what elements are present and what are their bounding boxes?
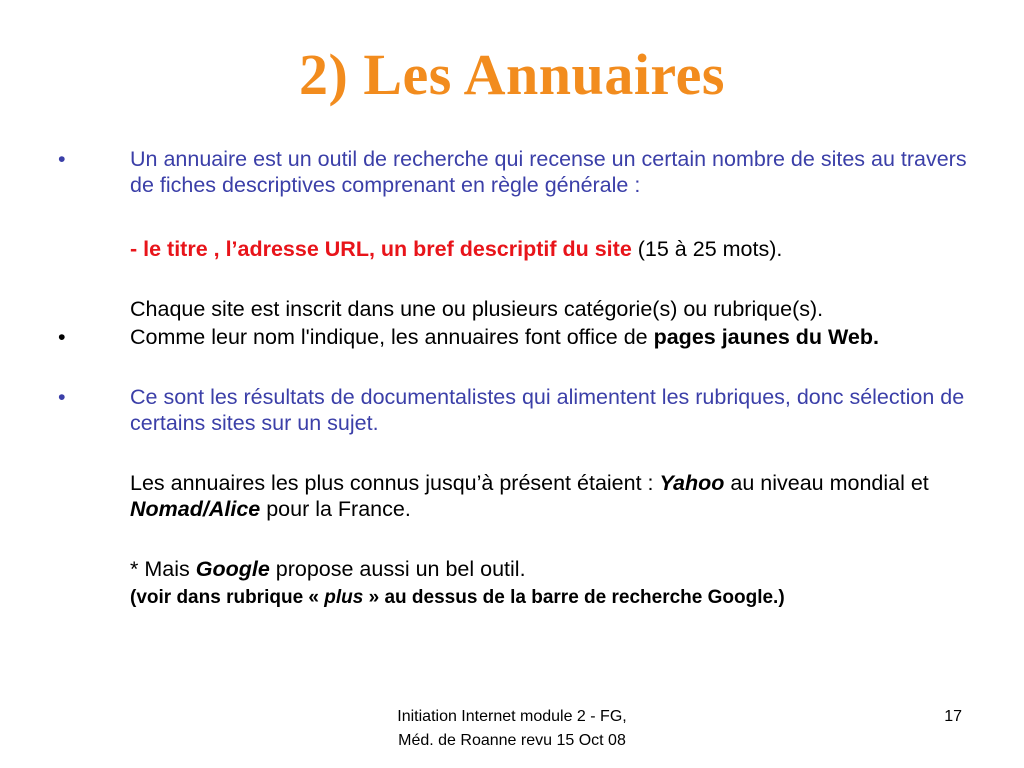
bullet-marker: • [58,385,66,409]
footer-line-2: Méd. de Roanne revu 15 Oct 08 [398,732,626,749]
known-line [58,470,968,522]
nomad-text: Nomad/Alice [130,497,261,521]
google-text: Google [195,557,270,581]
fields-red-text: - le titre , l’adresse URL, un bref descriptif du site [130,237,632,261]
footer-line-1: Initiation Internet module 2 - FG, [397,708,627,725]
yahoo-text: Yahoo [659,471,725,495]
google-part2: propose aussi un bel outil. [269,557,526,581]
note-part2: » au dessus de la barre de recherche Google.) [363,587,785,608]
bullet-2 [58,324,968,350]
known-part2: au niveau mondial et [724,471,929,495]
bullet-marker: • [58,325,66,349]
note-line [58,586,968,610]
bullet-2-text: Comme leur nom l'indique, les annuaires font office de [130,325,654,349]
known-part1: Les annuaires les plus connus jusqu’à présent étaient : [130,471,660,495]
bullet-2-bold: pages jaunes du Web. [653,325,879,349]
bullet-1 [58,146,968,198]
slide-title: 2) Les Annuaires [299,42,725,107]
fields-rest-text: (15 à 25 mots). [631,237,783,261]
bullet-3 [58,384,968,436]
google-part1: * Mais [130,557,196,581]
note-plus: plus [324,587,364,608]
page-number: 17 [944,708,962,725]
bullet-marker: • [58,147,66,171]
note-part1: (voir dans rubrique « [130,587,325,608]
slide-body [58,146,968,610]
known-part3: pour la France. [260,497,411,521]
bullet-3-text: Ce sont les résultats de documentalistes qui alimentent les rubriques, donc sélection de certains sites sur un sujet. [130,385,965,435]
fields-line [58,236,968,262]
slide-footer [300,705,724,753]
google-line [58,556,968,582]
bullet-1-text: Un annuaire est un outil de recherche qui recense un certain nombre de sites au travers de fiches descriptives comprenant en règle générale : [130,147,967,197]
category-line: Chaque site est inscrit dans une ou plusieurs catégorie(s) ou rubrique(s). [130,297,824,321]
